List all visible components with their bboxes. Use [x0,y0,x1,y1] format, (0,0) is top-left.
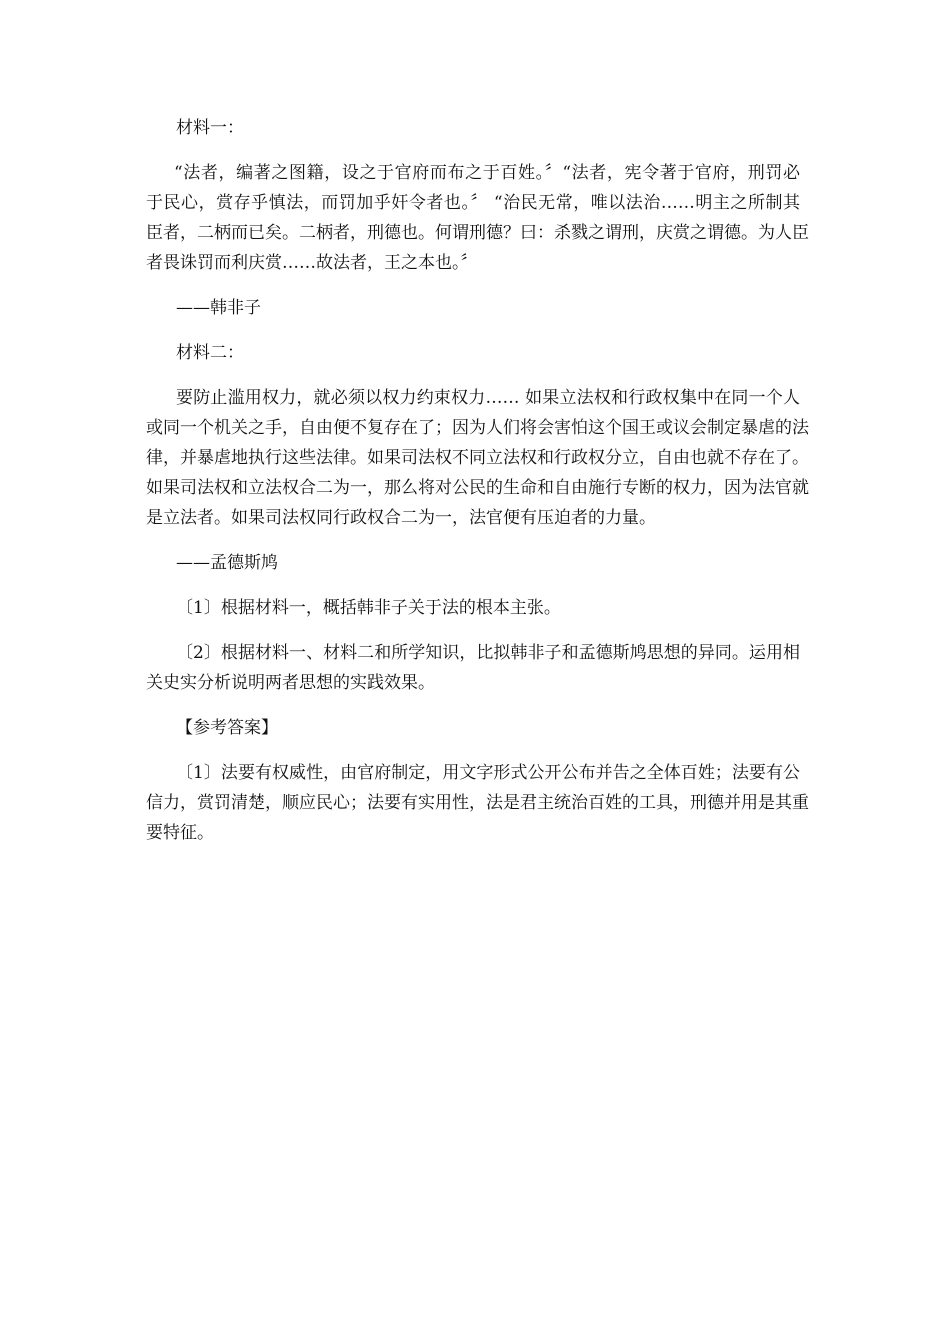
text-line: 如果司法权和立法权合二为一，那么将对公民的生命和自由施行专断的权力，因为法官就 [146,478,809,498]
material1-source [146,293,800,323]
question-1 [146,593,800,623]
source-text: ——孟德斯鸠 [176,553,278,573]
question-2 [146,638,800,698]
text-line: 要特征。 [146,823,214,843]
answer-heading [146,713,800,743]
text-line: 关史实分析说明两者思想的实践效果。 [146,673,435,693]
text-line: 律，并暴虐地执行这些法律。如果司法权不同立法权和行政权分立，自由也就不存在了。 [146,448,809,468]
text-line: 〔1〕根据材料一，概括韩非子关于法的根本主张。 [176,598,561,618]
text-line: 于民心，赏存乎慎法，而罚加乎奸令者也。〞 “治民无常，唯以法治……明主之所制其 [146,193,800,213]
text-line: 〔1〕法要有权威性，由官府制定，用文字形式公开公布并告之全体百姓；法要有公 [176,763,800,783]
heading-text: 材料一： [176,118,244,138]
text-line: 者畏诛罚而利庆赏……故法者，王之本也。〞 [146,253,478,273]
heading-text: 材料二： [176,343,244,363]
source-text: ——韩非子 [176,298,261,318]
text-line: 〔2〕根据材料一、材料二和所学知识，比拟韩非子和孟德斯鸠思想的异同。运用相 [176,643,800,663]
text-line: “法者，编著之图籍，设之于官府而布之于百姓。〞“法者，宪令著于官府，刑罚必 [174,163,800,183]
text-line: 臣者，二柄而已矣。二柄者，刑德也。何谓刑德？曰：杀戮之谓刑，庆赏之谓德。为人臣 [146,223,809,243]
material2-source [146,548,800,578]
text-line: 或同一个机关之手，自由便不复存在了；因为人们将会害怕这个国王或议会制定暴虐的法 [146,418,809,438]
document-page [146,113,809,863]
text-line: 信力，赏罚清楚，顺应民心；法要有实用性，法是君主统治百姓的工具，刑德并用是其重 [146,793,809,813]
material2-heading [146,338,800,368]
text-line: 要防止滥用权力，就必须以权力约束权力…… 如果立法权和行政权集中在同一个人 [176,388,800,408]
material1-quote [146,158,809,278]
material2-quote [146,383,809,533]
text-line: 是立法者。如果司法权同行政权合二为一，法官便有压迫者的力量。 [146,508,656,528]
heading-text: 【参考答案】 [176,718,278,738]
material1-heading [146,113,800,143]
answer-text [146,758,809,848]
